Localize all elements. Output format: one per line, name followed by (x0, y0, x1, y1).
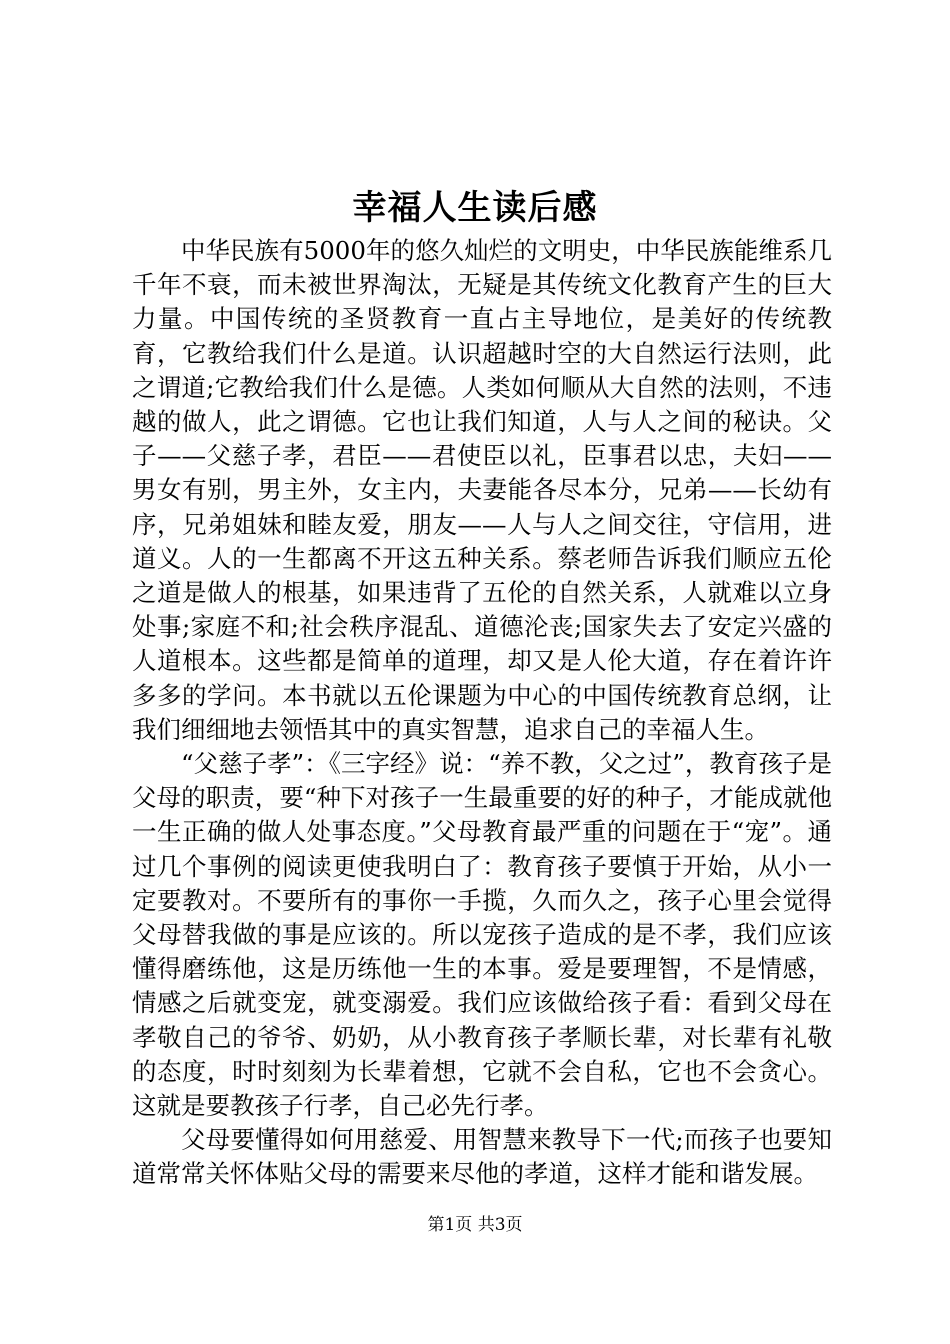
paragraph: 中华民族有5000年的悠久灿烂的文明史，中华民族能维系几千年不衰，而未被世界淘汰，无疑是其传统文化教育产生的巨大力量。中国传统的圣贤教育一直占主导地位，是美好的传统教育，它教给我们什么是道。认识超越时空的大自然运行法则，此之谓道;它教给我们什么是德。人类如何顺从大自然的法则，不违越的做人，此之谓德。它也让我们知道，人与人之间的秘诀。父子——父慈子孝，君臣——君使臣以礼，臣事君以忠，夫妇——男女有别，男主外，女主内，夫妻能各尽本分，兄弟——长幼有序，兄弟姐妹和睦友爱，朋友——人与人之间交往，守信用，进道义。人的一生都离不开这五种关系。蔡老师告诉我们顺应五伦之道是做人的根基，如果违背了五伦的自然关系，人就难以立身处事;家庭不和;社会秩序混乱、道德沦丧;国家失去了安定兴盛的人道根本。这些都是简单的道理，却又是人伦大道，存在着许许多多的学问。本书就以五伦课题为中心的中国传统教育总纲，让我们细细地去领悟其中的真实智慧，追求自己的幸福人生。 (132, 236, 832, 744)
document-title: 幸福人生读后感 (352, 188, 598, 228)
paragraph: 父母要懂得如何用慈爱、用智慧来教导下一代;而孩子也要知道常常关怀体贴父母的需要来尽他的孝道，这样才能和谐发展。 (132, 1125, 832, 1189)
paragraph: “父慈子孝”：《三字经》说：“养不教，父之过”，教育孩子是父母的职责，要“种下对孩子一生最重要的好的种子，才能成就他一生正确的做人处事态度。”父母教育最严重的问题在于“宠”。通过几个事例的阅读更使我明白了：教育孩子要慎于开始，从小一定要教对。不要所有的事你一手揽，久而久之，孩子心里会觉得父母替我做的事是应该的。所以宠孩子造成的是不孝，我们应该懂得磨练他，这是历练他一生的本事。爱是要理智，不是情感，情感之后就变宠，就变溺爱。我们应该做给孩子看：看到父母在孝敬自己的爷爷、奶奶，从小教育孩子孝顺长辈，对长辈有礼敬的态度，时时刻刻为长辈着想，它就不会自私，它也不会贪心。这就是要教孩子行孝，自己必先行孝。 (132, 749, 832, 1121)
document-body (132, 234, 832, 1192)
page-footer: 第1页 共3页 (427, 1215, 523, 1235)
